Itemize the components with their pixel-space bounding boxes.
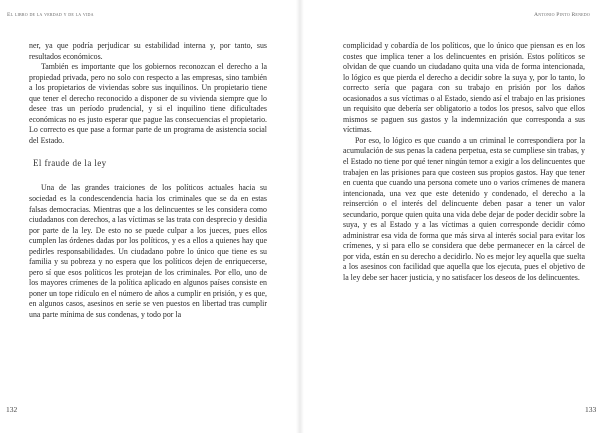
left-page-number: 132 xyxy=(6,405,18,414)
right-page xyxy=(300,0,600,433)
right-running-head: Antonio Pinto Renedo xyxy=(534,12,590,18)
paragraph: También es importante que los gobiernos reconozcan el derecho a la propiedad privada, pero no solo con respecto a las empresas, sino también a los propietarios de viviendas sobre sus inquilinos. Un propietario tiene que tener el derecho reconocido a disponer de su vivienda siempre que lo desee tras un período prudencial, y si el inquilino tiene dificultades económicas no es justo esperar que pague las consecuencias el propietario. Lo correcto es que pase a formar parte de un programa de asistencia social del Estado. xyxy=(29,62,267,145)
paragraph: complicidad y cobardía de los políticos, que lo único que piensan es en los costes que implica tener a los delincuentes en prisión. Estos políticos se olvidan de que cuando un ciudadano quita una vida de forma intencionada, lo lógico es que pierda el derecho a decidir sobre la suya y, por lo tanto, lo correcto sería que pagara con su trabajo en prisión por los daños ocasionados a sus víctimas o al Estado, siendo así el trabajo en las prisiones un requisito que debería ser obligatorio a todos los presos, salvo que ellos mismos se paguen sus gastos y la indemnización que corresponda a sus víctimas. xyxy=(343,41,585,135)
paragraph: ner, ya que podría perjudicar su estabilidad interna y, por tanto, sus resultados económicos. xyxy=(29,41,267,61)
right-page-number: 133 xyxy=(585,405,597,414)
paragraph: Una de las grandes traiciones de los políticos actuales hacia su sociedad es la condescendencia hacia los criminales que se da en estas falsas democracias. Mientras que a los delincuentes se les considera como ciudadanos con derechos, a las víctimas se las trata con desprecio y desidia por parte de la ley. De esto no se puede culpar a los jueces, pues ellos cumplen las órdenes dadas por los políticos, y es a ellos a quienes hay que pedirles responsabilidades. Un ciudadano pobre lo único que tiene es su familia y su pobreza y no espera que los políticos dejen de enriquecerse, pero sí que esos políticos les protejan de los criminales. Por ello, uno de los mayores crímenes de la política aplicado en algunos países consiste en poner un tope ridículo en el número de años a cumplir en prisión, y es que, en algunos casos, asesinos en serie se ven puestos en libertad tras cumplir una parte mínima de sus condenas, y todo por la xyxy=(29,183,267,320)
left-page-text xyxy=(29,41,267,321)
left-running-head: El libro de la verdad y de la vida xyxy=(7,12,94,18)
right-page-text xyxy=(343,41,585,284)
section-title: El fraude de la ley xyxy=(33,158,107,169)
paragraph: Por eso, lo lógico es que cuando a un criminal le correspondiera por la acumulación de sus penas la cadena perpetua, esta se cumpliese sin trabas, y el Estado no tiene por qué tener ningún temor a exigir a los delincuentes que trabajen en las prisiones para que costeen sus propios gastos. Hay que tener en cuenta que cuando una persona comete uno o varios crímenes de manera intencionada, una vez que este detenido y condenado, el derecho a la reinserción o el interés del delincuente deben pasar a tener un valor secundario, porque quien quita una vida debe dejar de poder decidir sobre la suya, y es al Estado y a las víctimas a quien corresponde decidir cómo administrar esa vida de forma que más sirva al interés social para evitar los crímenes, y si para ello se considera que debe permanecer en la cárcel de por vida, están en su derecho a decidirlo. No es mejor ley aquella que suelta a los asesinos con facilidad que aquella que los ejecuta, pues el objetivo de la ley debe ser hacer justicia, y no satisfacer los deseos de los delincuentes. xyxy=(343,135,585,283)
